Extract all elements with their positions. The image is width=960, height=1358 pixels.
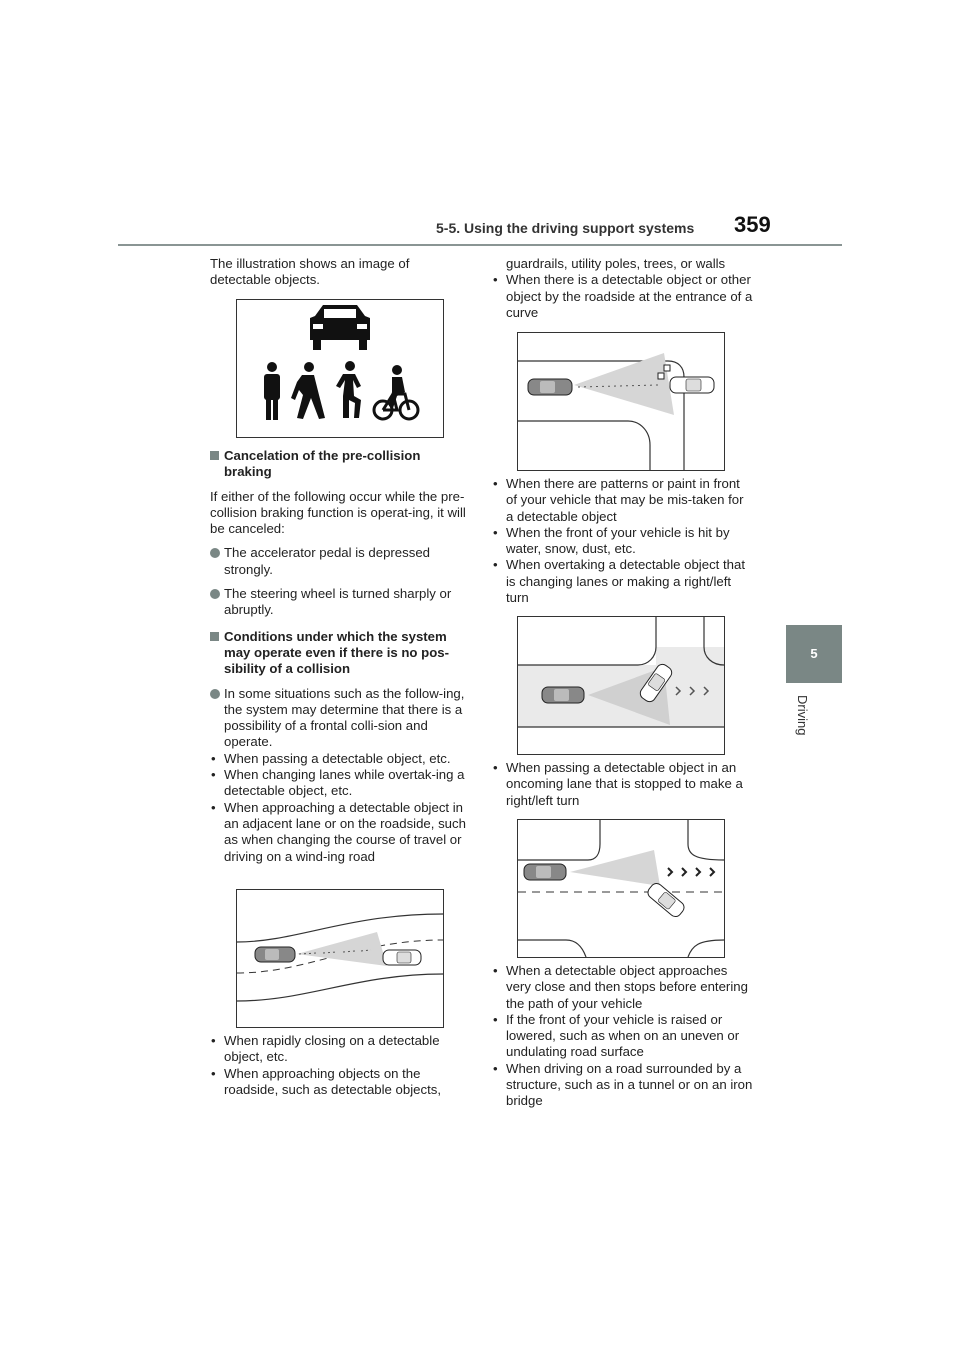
bullet-circle-icon xyxy=(210,689,220,699)
heading-square-icon xyxy=(210,451,219,460)
page-number: 359 xyxy=(734,212,771,237)
paragraph-cancel: If either of the following occur while the pre-collision braking function is operat-ing, it will be canceled: xyxy=(210,488,466,537)
bullet-hit-by-water: • When the front of your vehicle is hit by water, snow, dust, etc. xyxy=(492,525,754,558)
own-vehicle-icon xyxy=(542,687,584,703)
bullet-passing: • When passing a detectable object, etc. xyxy=(210,751,468,767)
bullet-curve-entrance: • When there is a detectable object or other object by the roadside at the entrance of a curve xyxy=(492,272,754,321)
figure-oncoming-stopped xyxy=(517,819,725,958)
car-front-icon xyxy=(310,305,370,350)
bullet-overtaking-turning: • When overtaking a detectable object that is changing lanes or making a right/left turn xyxy=(492,557,754,606)
item-steering-text: The steering wheel is turned sharply or abruptly. xyxy=(224,586,452,618)
right-mid-text xyxy=(492,476,754,606)
bullet-patterns-paint: • When there are patterns or paint in front of your vehicle that may be mis-taken for a detectable object xyxy=(492,476,754,525)
item-situations-text: In some situations such as the follow-ing, the system may determine that there is a possibility of a frontal colli-sion and operate. xyxy=(224,685,465,750)
bullet-circle-icon xyxy=(210,548,220,558)
target-vehicle-icon xyxy=(646,881,687,919)
continued-text: guardrails, utility poles, trees, or walls xyxy=(506,256,726,271)
right-mid2-text xyxy=(492,760,754,809)
own-vehicle-icon xyxy=(528,379,572,395)
bullet-circle-icon xyxy=(210,589,220,599)
bullet-approaching: • When approaching a detectable object in an adjacent lane or on the roadside, such as when changing the course of travel or driving on a wind-ing road xyxy=(210,800,468,865)
item-accelerator-text: The accelerator pedal is depressed strongly. xyxy=(224,545,430,577)
bullet-oncoming-stopped: • When passing a detectable object in an oncoming lane that is stopped to make a right/left turn xyxy=(492,760,754,809)
bicycle-icon xyxy=(374,365,418,419)
heading-square-icon xyxy=(210,632,219,641)
chapter-tab[interactable]: 5 xyxy=(786,625,842,683)
item-situations xyxy=(210,686,468,751)
heading-conditions-text: Conditions under which the system may operate even if there is no pos-sibility of a collision xyxy=(224,628,449,677)
bullet-tunnel-bridge: • When driving on a road surrounded by a structure, such as in a tunnel or on an iron bridge xyxy=(492,1061,754,1110)
heading-conditions xyxy=(210,629,468,678)
bullet-rapidly-closing: • When rapidly closing on a detectable object, etc. xyxy=(210,1033,468,1066)
own-vehicle-icon xyxy=(524,864,566,880)
chapter-label: Driving xyxy=(795,695,810,736)
heading-cancelation xyxy=(210,448,468,481)
target-vehicle-icon xyxy=(670,377,714,393)
figure-overtaking-turning xyxy=(517,616,725,755)
heading-cancelation-text: Cancelation of the pre-collision braking xyxy=(224,448,421,480)
right-bottom-text xyxy=(492,963,754,1110)
left-bottom-text xyxy=(210,1033,468,1098)
walking-person-icon xyxy=(291,362,325,419)
bullet-changing-lanes: • When changing lanes while overtak-ing a detectable object, etc. xyxy=(210,767,468,800)
bullet-raised-lowered: • If the front of your vehicle is raised or lowered, such as when on an uneven or undulating road surface xyxy=(492,1012,754,1061)
item-steering xyxy=(210,586,468,619)
pedestrian-icon xyxy=(264,362,280,420)
running-person-icon xyxy=(336,361,361,418)
header-rule xyxy=(118,244,842,246)
bullet-roadside-objects: • When approaching objects on the roadside, such as detectable objects, xyxy=(210,1066,468,1099)
own-vehicle-icon xyxy=(255,947,295,962)
target-vehicle-icon xyxy=(383,950,421,965)
bullet-approaches-stops: • When a detectable object approaches very close and then stops before entering the path of your vehicle xyxy=(492,963,754,1012)
intro-text: The illustration shows an image of detectable objects. xyxy=(210,256,410,288)
figure-curve-entrance xyxy=(517,332,725,471)
figure-winding-road xyxy=(236,889,444,1028)
figure-detectable-objects xyxy=(236,299,444,438)
left-text xyxy=(210,442,468,865)
section-title: 5-5. Using the driving support systems xyxy=(436,220,695,236)
right-top-text xyxy=(492,256,754,321)
item-accelerator xyxy=(210,545,468,578)
intro-block xyxy=(210,256,460,289)
